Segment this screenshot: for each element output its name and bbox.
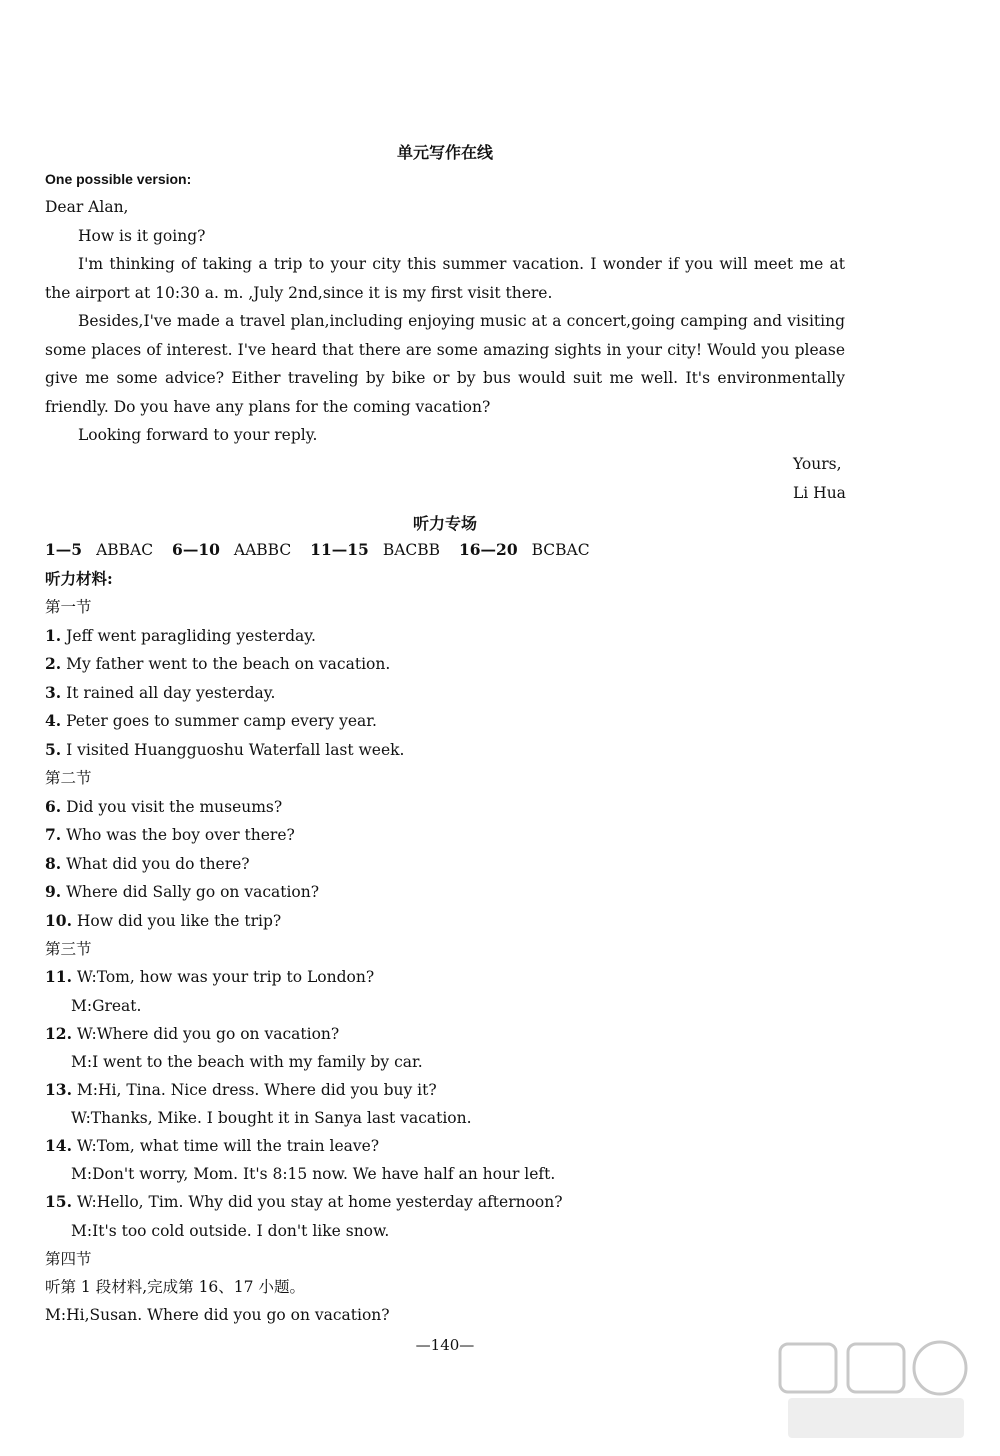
item: 5. I visited Huangguoshu Waterfall last week. xyxy=(45,740,405,759)
writing-heading: 单元写作在线 xyxy=(396,143,493,162)
answer-range: 1—5 xyxy=(45,540,83,559)
dialogue-line: M:I went to the beach with my family by car. xyxy=(71,1053,423,1071)
letter-paragraph-3: Besides,I've made a travel plan,including enjoying music at a concert,going camping and visiting some places of interest. I've heard that there are some amazing sights in your city! Would you please give me some advice? Either traveling by bike or by bus would suit me well. It's environmentally friendly. Do you have any plans for the coming vacation? xyxy=(45,312,845,416)
watermark-logo xyxy=(772,1336,982,1446)
section-2-label: 第二节 xyxy=(45,769,92,787)
listening-heading: 听力专场 xyxy=(412,514,477,533)
dialogue-line: 12. W:Where did you go on vacation? xyxy=(45,1024,340,1043)
dialogue-line: 11. W:Tom, how was your trip to London? xyxy=(45,967,375,986)
answer-letters: ABBAC xyxy=(96,541,154,559)
item: 3. It rained all day yesterday. xyxy=(45,683,276,702)
item: 7. Who was the boy over there? xyxy=(45,825,295,844)
answer-letters: BCBAC xyxy=(531,541,590,559)
dialogue-line: 15. W:Hello, Tim. Why did you stay at home yesterday afternoon? xyxy=(45,1192,563,1211)
dialogue-line: M:Hi,Susan. Where did you go on vacation? xyxy=(45,1306,390,1324)
page-number: —140— xyxy=(415,1336,475,1354)
dialogue-line: 14. W:Tom, what time will the train leave? xyxy=(45,1136,380,1155)
letter-paragraph-4: Looking forward to your reply. xyxy=(78,426,318,444)
section-3-label: 第三节 xyxy=(45,940,92,958)
letter-signature: Li Hua xyxy=(793,484,846,502)
dialogue-line: M:It's too cold outside. I don't like snow. xyxy=(71,1222,390,1240)
salutation: Dear Alan, xyxy=(45,198,129,216)
item: 2. My father went to the beach on vacation. xyxy=(45,654,391,673)
section-4-intro: 听第 1 段材料,完成第 16、17 小题。 xyxy=(45,1278,305,1296)
answer-letters: AABBC xyxy=(233,541,292,559)
material-label: 听力材料: xyxy=(45,569,113,588)
version-label: One possible version: xyxy=(45,171,192,187)
dialogue-line: M:Great. xyxy=(71,997,142,1015)
dialogue-line: M:Don't worry, Mom. It's 8:15 now. We have half an hour left. xyxy=(71,1165,556,1183)
answer-range: 16—20 xyxy=(458,540,518,559)
item: 9. Where did Sally go on vacation? xyxy=(45,882,320,901)
letter-paragraph-2: I'm thinking of taking a trip to your city this summer vacation. I wonder if you will meet me at the airport at 10:30 a. m. ,July 2nd,since it is my first visit there. xyxy=(45,255,845,302)
answer-range: 11—15 xyxy=(310,540,369,559)
section-1-label: 第一节 xyxy=(45,598,92,616)
section-4-label: 第四节 xyxy=(45,1250,92,1268)
item: 8. What did you do there? xyxy=(45,854,250,873)
answer-range: 6—10 xyxy=(172,540,220,559)
item: 10. How did you like the trip? xyxy=(45,911,282,930)
letter-paragraph-1: How is it going? xyxy=(78,227,206,245)
letter-closing: Yours, xyxy=(793,455,842,473)
answer-letters: BACBB xyxy=(382,541,441,559)
item: 4. Peter goes to summer camp every year. xyxy=(45,711,377,730)
item: 1. Jeff went paragliding yesterday. xyxy=(45,626,316,645)
answer-key xyxy=(45,539,604,561)
dialogue-line: W:Thanks, Mike. I bought it in Sanya last vacation. xyxy=(71,1109,472,1127)
item: 6. Did you visit the museums? xyxy=(45,797,283,816)
dialogue-line: 13. M:Hi, Tina. Nice dress. Where did you buy it? xyxy=(45,1080,437,1099)
